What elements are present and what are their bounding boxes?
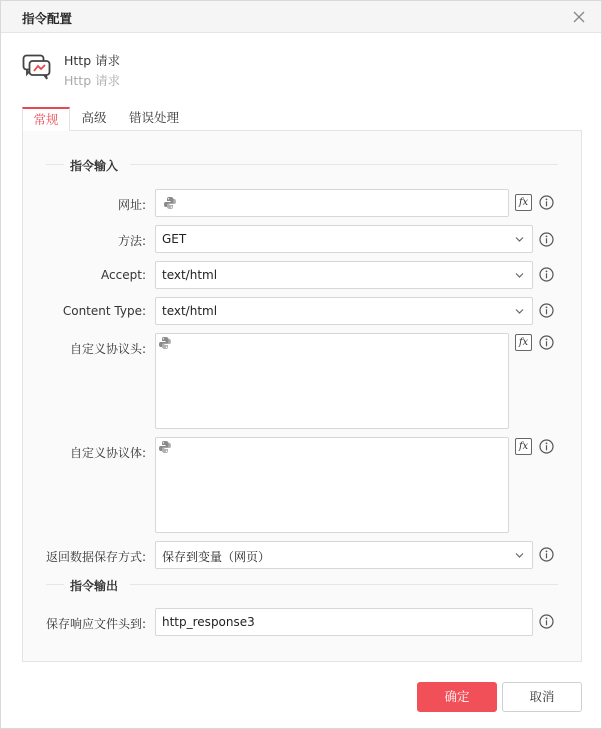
section-output-title: 指令输出	[70, 579, 119, 593]
formula-button[interactable]: fx	[515, 334, 532, 351]
formula-button[interactable]: fx	[515, 438, 532, 455]
accept-label: Accept:	[101, 268, 146, 282]
command-name: Http 请求	[64, 53, 121, 68]
content-type-label: Content Type:	[62, 304, 146, 318]
cancel-button[interactable]: 取消	[502, 682, 582, 712]
tab-general[interactable]: 常规	[22, 107, 70, 132]
info-icon[interactable]	[539, 335, 554, 350]
custom-headers-label: 自定义协议头:	[69, 342, 146, 356]
section-input	[46, 157, 558, 171]
custom-body-label: 自定义协议体:	[69, 446, 146, 460]
python-icon	[163, 196, 177, 210]
accept-select[interactable]: text/html	[155, 261, 533, 289]
info-icon[interactable]	[539, 547, 554, 562]
command-description: Http 请求	[64, 73, 121, 88]
tab-error-handling[interactable]: 错误处理	[128, 110, 179, 125]
chevron-down-icon	[515, 551, 524, 560]
info-icon[interactable]	[539, 303, 554, 318]
info-icon[interactable]	[539, 614, 554, 629]
save-headers-input[interactable]: http_response3	[155, 608, 533, 636]
chevron-down-icon	[515, 271, 524, 280]
chevron-down-icon	[515, 307, 524, 316]
custom-headers-textarea[interactable]	[155, 333, 509, 429]
section-input-title: 指令输入	[70, 159, 119, 173]
confirm-button[interactable]: 确定	[417, 682, 497, 712]
chat-bubbles-icon	[22, 54, 52, 80]
python-icon	[158, 336, 172, 350]
close-icon[interactable]	[571, 9, 587, 25]
dialog-title: 指令配置	[22, 11, 73, 26]
info-icon[interactable]	[539, 232, 554, 247]
url-label: 网址:	[117, 198, 146, 212]
url-input[interactable]	[155, 189, 509, 217]
save-mode-select[interactable]: 保存到变量（网页）	[155, 541, 533, 569]
custom-body-textarea[interactable]	[155, 437, 509, 533]
python-icon	[158, 440, 172, 454]
section-output	[46, 577, 558, 591]
tab-advanced[interactable]: 高级	[81, 110, 107, 125]
method-label: 方法:	[117, 234, 146, 248]
dialog-titlebar	[1, 1, 601, 33]
info-icon[interactable]	[539, 195, 554, 210]
info-icon[interactable]	[539, 267, 554, 282]
save-mode-label: 返回数据保存方式:	[45, 550, 146, 564]
method-select[interactable]: GET	[155, 225, 533, 253]
chevron-down-icon	[515, 235, 524, 244]
content-type-select[interactable]: text/html	[155, 297, 533, 325]
formula-button[interactable]: fx	[515, 194, 532, 211]
save-headers-label: 保存响应文件头到:	[45, 617, 146, 631]
tab-bar	[22, 107, 582, 131]
info-icon[interactable]	[539, 439, 554, 454]
